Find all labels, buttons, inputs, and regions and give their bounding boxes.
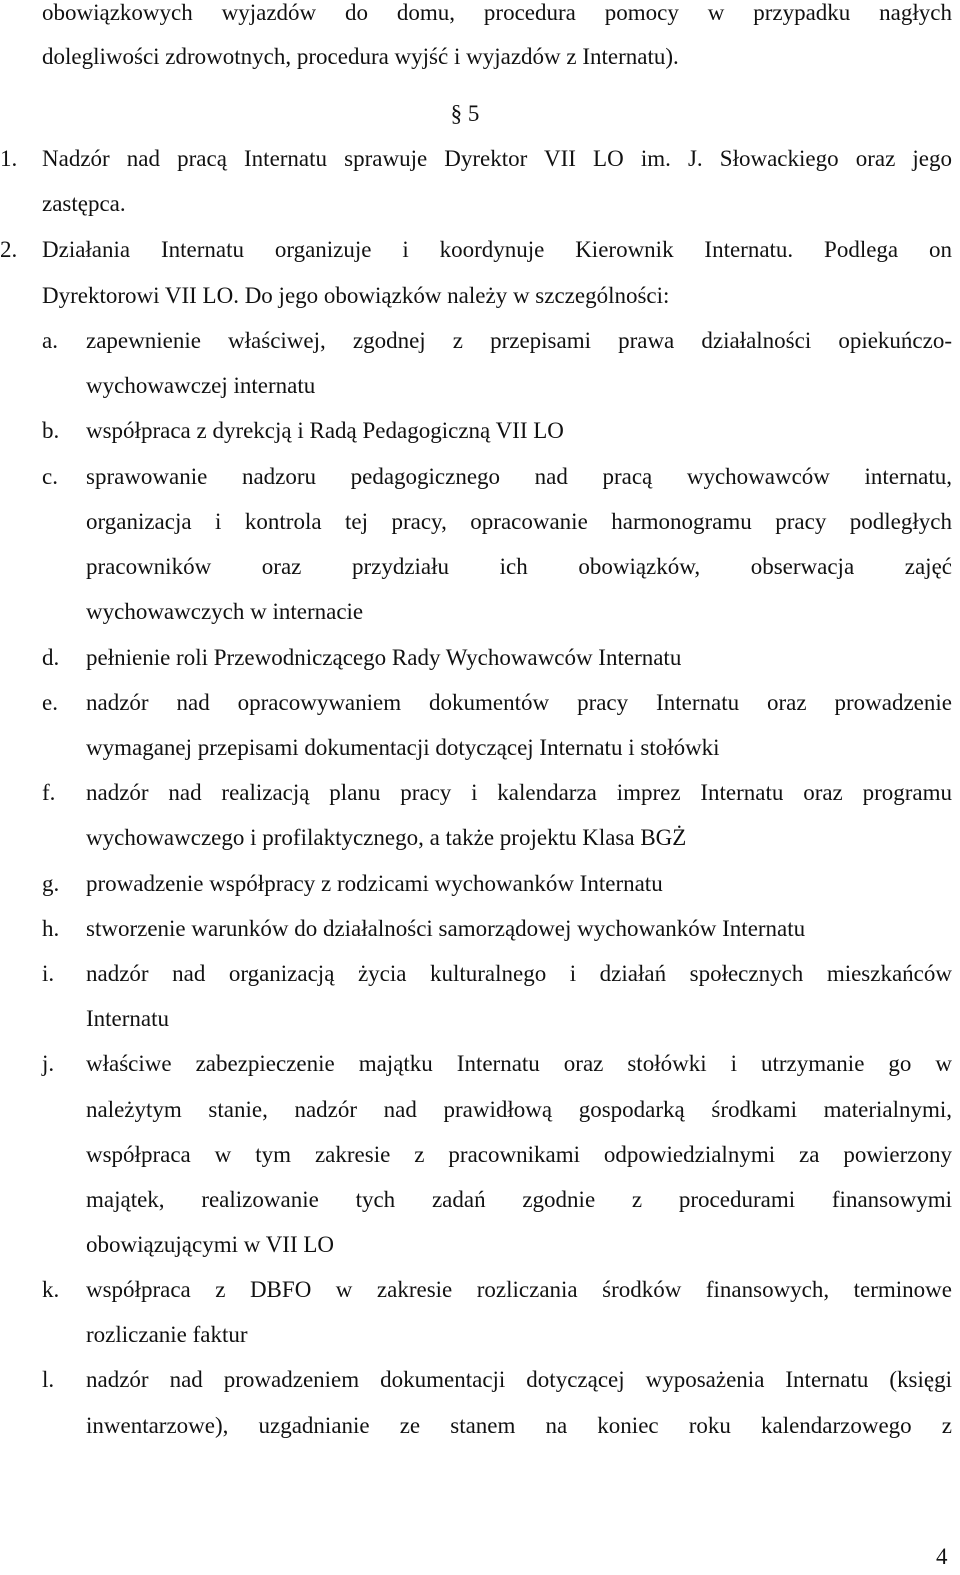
paragraph-2-marker: 2.: [0, 237, 18, 262]
paragraph-2-line-2: Dyrektorowi VII LO. Do jego obowiązków należy w szczególności:: [42, 283, 670, 308]
list-item-l-line-2: inwentarzowe), uzgadnianie ze stanem na koniec roku kalendarzowego z: [86, 1413, 952, 1438]
list-item-j-line-2: należytym stanie, nadzór nad prawidłową gospodarką środkami materialnymi,: [86, 1097, 952, 1122]
intro-line-1: obowiązkowych wyjazdów do domu, procedura pomocy w przypadku nagłych: [42, 0, 952, 25]
list-item-marker: f.: [42, 780, 56, 805]
list-item-f-line-1: nadzór nad realizacją planu pracy i kalendarza imprez Internatu oraz programu: [86, 780, 952, 805]
page-number: 4: [936, 1544, 948, 1569]
paragraph-1-line-2: zastępca.: [42, 191, 126, 216]
paragraph-1-marker: 1.: [0, 146, 18, 171]
list-item-marker: h.: [42, 916, 60, 941]
list-item-i-line-1: nadzór nad organizacją życia kulturalnego i działań społecznych mieszkańców: [86, 961, 952, 986]
list-item-c-line-1: sprawowanie nadzoru pedagogicznego nad pracą wychowawców internatu,: [86, 464, 952, 489]
list-item-c-line-3: pracowników oraz przydziału ich obowiązków, obserwacja zajęć: [86, 554, 952, 579]
list-item-e-line-2: wymaganej przepisami dokumentacji dotyczącej Internatu i stołówki: [86, 735, 720, 760]
list-item-k-line-1: współpraca z DBFO w zakresie rozliczania środków finansowych, terminowe: [86, 1277, 952, 1302]
list-item-h-line-1: stworzenie warunków do działalności samorządowej wychowanków Internatu: [86, 916, 806, 941]
paragraph-2-line-1: Działania Internatu organizuje i koordynuje Kierownik Internatu. Podlega on: [42, 237, 952, 262]
list-item-g-line-1: prowadzenie współpracy z rodzicami wychowanków Internatu: [86, 871, 663, 896]
list-item-a-line-2: wychowawczej internatu: [86, 373, 316, 398]
list-item-a-line-1: zapewnienie właściwej, zgodnej z przepisami prawa działalności opiekuńczo-: [86, 328, 952, 353]
list-item-c-line-4: wychowawczych w internacie: [86, 599, 364, 624]
list-item-b-line-1: współpraca z dyrekcją i Radą Pedagogiczną VII LO: [86, 418, 564, 443]
list-item-marker: e.: [42, 690, 58, 715]
paragraph-1-line-1: Nadzór nad pracą Internatu sprawuje Dyrektor VII LO im. J. Słowackiego oraz jego: [42, 146, 952, 171]
intro-line-2: dolegliwości zdrowotnych, procedura wyjść i wyjazdów z Internatu).: [42, 44, 679, 69]
list-item-marker: d.: [42, 645, 60, 670]
list-item-marker: k.: [42, 1277, 60, 1302]
list-item-k-line-2: rozliczanie faktur: [86, 1322, 248, 1347]
list-item-j-line-4: majątek, realizowanie tych zadań zgodnie z procedurami finansowymi: [86, 1187, 952, 1212]
list-item-marker: l.: [42, 1367, 55, 1392]
list-item-f-line-2: wychowawczego i profilaktycznego, a także projektu Klasa BGŻ: [86, 825, 687, 850]
list-item-l-line-1: nadzór nad prowadzeniem dokumentacji dotyczącej wyposażenia Internatu (księgi: [86, 1367, 952, 1392]
list-item-d-line-1: pełnienie roli Przewodniczącego Rady Wychowawców Internatu: [86, 645, 682, 670]
list-item-j-line-3: współpraca w tym zakresie z pracownikami odpowiedzialnymi za powierzony: [86, 1142, 952, 1167]
list-item-j-line-1: właściwe zabezpieczenie majątku Internatu oraz stołówki i utrzymanie go w: [86, 1051, 952, 1076]
list-item-marker: i.: [42, 961, 55, 986]
list-item-c-line-2: organizacja i kontrola tej pracy, opracowanie harmonogramu pracy podległych: [86, 509, 952, 534]
list-item-marker: g.: [42, 871, 60, 896]
list-item-marker: j.: [42, 1051, 55, 1076]
list-item-marker: c.: [42, 464, 58, 489]
list-item-marker: a.: [42, 328, 58, 353]
list-item-i-line-2: Internatu: [86, 1006, 170, 1031]
list-item-marker: b.: [42, 418, 60, 443]
list-item-e-line-1: nadzór nad opracowywaniem dokumentów pracy Internatu oraz prowadzenie: [86, 690, 952, 715]
list-item-j-line-5: obowiązującymi w VII LO: [86, 1232, 335, 1257]
section-heading: § 5: [450, 101, 480, 126]
